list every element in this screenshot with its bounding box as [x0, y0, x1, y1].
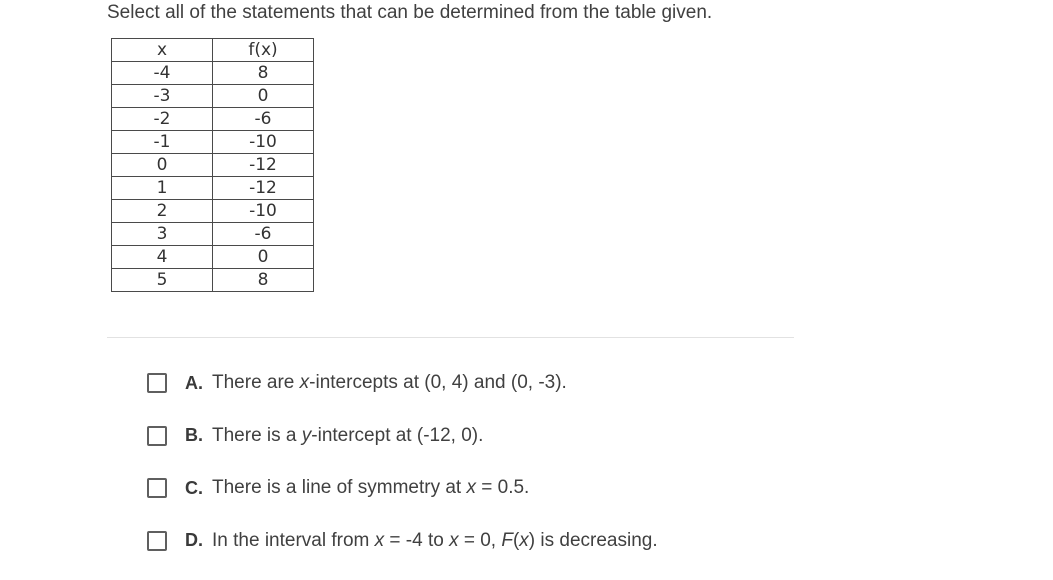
statement-text: = -4 to [384, 529, 450, 551]
cell-fx: -10 [213, 200, 314, 223]
statement-text: There is a line of symmetry at [212, 477, 467, 498]
cell-fx: -12 [213, 177, 314, 200]
option-letter: C. [185, 477, 203, 498]
cell-fx: 8 [213, 269, 314, 292]
cell-fx: 8 [213, 62, 314, 85]
cell-x: -1 [112, 131, 213, 154]
table-header-row [112, 39, 314, 62]
statement-text: ( [512, 529, 520, 551]
table-row [112, 62, 314, 85]
table-row [112, 177, 314, 200]
table-row [112, 200, 314, 223]
cell-x: -3 [112, 85, 213, 108]
cell-x: -4 [112, 62, 213, 85]
table-row [112, 154, 314, 177]
table-row [112, 269, 314, 292]
statement-text: There is a [212, 424, 302, 446]
statement-text: There are [212, 372, 300, 393]
cell-x: 2 [112, 200, 213, 223]
table-row [112, 246, 314, 269]
cell-fx: -10 [213, 131, 314, 154]
option-text [212, 477, 529, 499]
variable-text: x [519, 529, 529, 551]
statement-text: = 0, [458, 529, 502, 551]
checkbox-b[interactable] [147, 426, 167, 446]
cell-x: 4 [112, 246, 213, 269]
divider [107, 337, 794, 338]
statement-text: In the interval from [212, 529, 375, 551]
cell-x: 0 [112, 154, 213, 177]
option-b[interactable] [147, 423, 658, 449]
variable-text: F [501, 529, 513, 551]
column-header-fx: f(x) [213, 39, 314, 62]
option-letter: B. [185, 425, 203, 445]
table-row [112, 108, 314, 131]
table-row [112, 85, 314, 108]
cell-fx: -12 [213, 154, 314, 177]
statement-text: ) is decreasing. [528, 529, 658, 551]
option-c[interactable] [147, 475, 658, 501]
option-text [212, 425, 483, 447]
cell-fx: -6 [213, 223, 314, 246]
option-letter: D. [185, 530, 203, 550]
statement-text: -intercepts at (0, 4) and (0, -3). [309, 372, 567, 393]
option-a[interactable] [147, 370, 658, 396]
answer-options [147, 370, 658, 580]
option-letter: A. [185, 372, 203, 393]
cell-fx: 0 [213, 85, 314, 108]
option-text [212, 372, 567, 394]
option-text [212, 530, 658, 552]
cell-fx: -6 [213, 108, 314, 131]
cell-x: -2 [112, 108, 213, 131]
cell-x: 1 [112, 177, 213, 200]
function-table-container [111, 38, 314, 292]
statement-text: = 0.5. [475, 477, 530, 498]
function-table [111, 38, 314, 292]
option-d[interactable] [147, 528, 658, 554]
table-body [112, 62, 314, 292]
variable-text: x [466, 477, 476, 498]
variable-text: x [374, 529, 385, 551]
cell-x: 3 [112, 223, 213, 246]
table-row [112, 223, 314, 246]
checkbox-d[interactable] [147, 531, 167, 551]
checkbox-a[interactable] [147, 373, 167, 393]
cell-x: 5 [112, 269, 213, 292]
variable-text: x [449, 529, 459, 551]
checkbox-c[interactable] [147, 478, 167, 498]
column-header-x: x [112, 39, 213, 62]
question-prompt: Select all of the statements that can be determined from the table given. [107, 2, 713, 23]
cell-fx: 0 [213, 246, 314, 269]
variable-text: x [299, 372, 310, 393]
statement-text: -intercept at (-12, 0). [311, 424, 484, 446]
variable-text: y [301, 424, 312, 446]
table-row [112, 131, 314, 154]
